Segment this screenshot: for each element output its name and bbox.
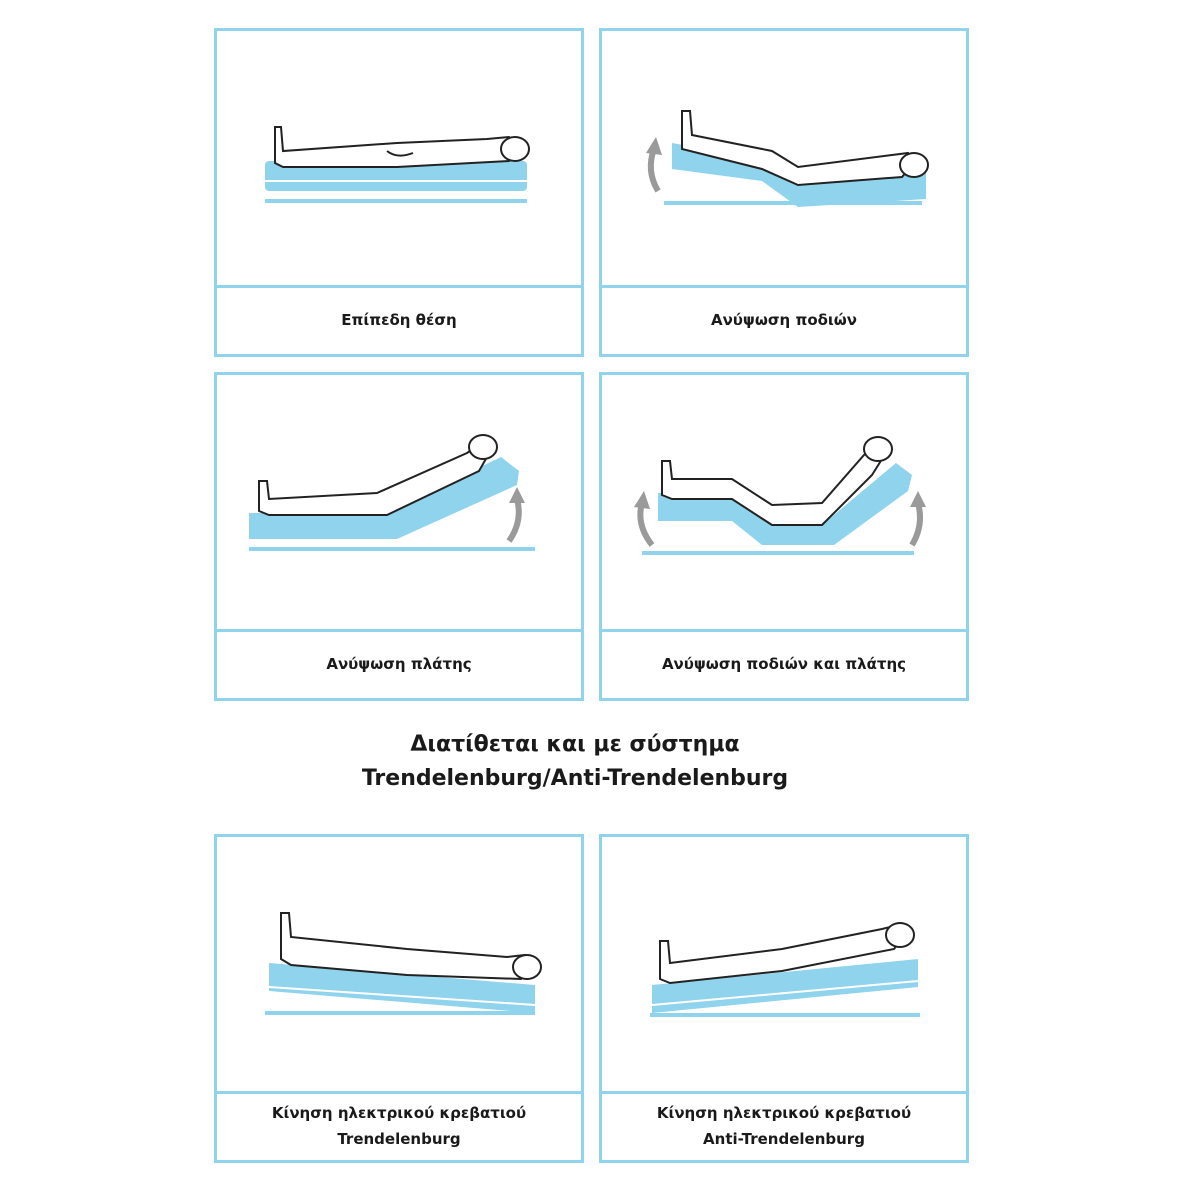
arrow-head (910, 491, 926, 507)
legs-and-back-raised-illustration (602, 375, 966, 632)
trendelenburg-availability-heading (0, 728, 1150, 796)
caption-line: Ανύψωση πλάτης (326, 655, 472, 673)
position-card-legs-raised (599, 28, 969, 357)
trendelenburg-illustration (217, 837, 581, 1094)
arrow-head (646, 137, 662, 155)
position-card-anti-trendelenburg (599, 834, 969, 1163)
raise-arrow-right (912, 503, 920, 545)
caption-line: Anti-Trendelenburg (703, 1130, 865, 1148)
caption-line: Κίνηση ηλεκτρικού κρεβατιού (271, 1104, 527, 1122)
raise-arrow-left (640, 503, 652, 545)
arrow-head (634, 491, 650, 509)
position-card-legs-and-back-raised (599, 372, 969, 701)
flat-position-illustration (217, 31, 581, 288)
caption-anti-trendelenburg (602, 1092, 966, 1160)
position-card-back-raised (214, 372, 584, 701)
caption-trendelenburg (217, 1092, 581, 1160)
heading-line-1: Διατίθεται και με σύστημα (410, 732, 740, 757)
position-card-trendelenburg (214, 834, 584, 1163)
caption-line: Κίνηση ηλεκτρικού κρεβατιού (656, 1104, 912, 1122)
caption-back-raised (217, 630, 581, 698)
caption-line: Ανύψωση ποδιών και πλάτης (661, 655, 907, 673)
legs-raised-illustration (602, 31, 966, 288)
heading-line-2: Trendelenburg/Anti-Trendelenburg (361, 766, 789, 791)
caption-flat (217, 286, 581, 354)
anti-trendelenburg-illustration (602, 837, 966, 1094)
raise-arrow (651, 149, 658, 191)
caption-legs-and-back-raised (602, 630, 966, 698)
arrow-head (509, 487, 525, 503)
raise-arrow (509, 499, 519, 541)
caption-line: Trendelenburg (337, 1130, 461, 1148)
back-raised-illustration (217, 375, 581, 632)
patient-figure (275, 127, 529, 167)
position-card-flat (214, 28, 584, 357)
caption-line: Επίπεδη θέση (341, 311, 457, 329)
caption-line: Ανύψωση ποδιών (710, 311, 858, 329)
caption-legs-raised (602, 286, 966, 354)
